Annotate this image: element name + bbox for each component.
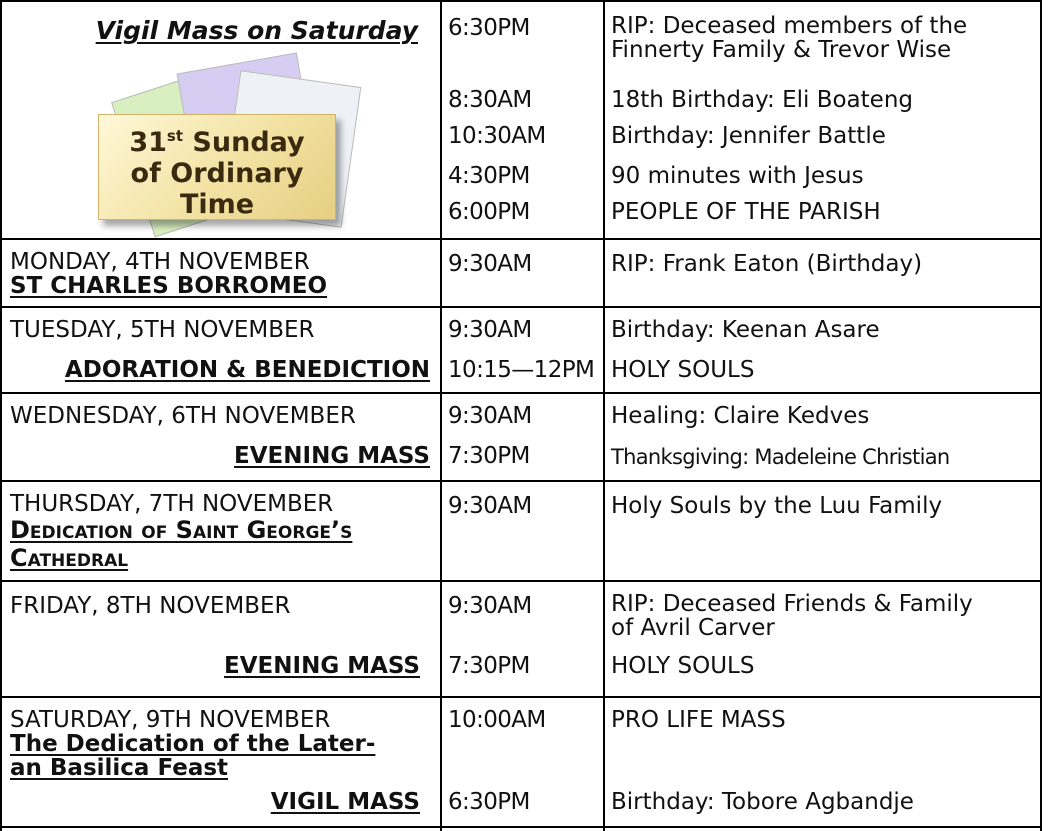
intention-cell: HOLY SOULS [611, 357, 755, 383]
row-divider [0, 306, 1042, 308]
sunday-title-card [98, 114, 336, 220]
time-cell: 9:30AM [448, 493, 532, 519]
time-cell: 9:30AM [448, 593, 532, 619]
time-cell: 6:30PM [448, 15, 530, 41]
vigil-mass-heading: Vigil Mass on Saturday [95, 16, 418, 45]
card-line1-rest: Sunday [183, 127, 305, 158]
feast-label: ST CHARLES BORROMEO [10, 273, 328, 299]
time-cell: 9:30AM [448, 403, 532, 429]
feast-label-line1: Dedication of Saint George’s [10, 516, 353, 544]
time-cell: 10:30AM [448, 123, 546, 149]
time-cell: 7:30PM [448, 653, 530, 679]
time-cell: 6:30PM [448, 789, 530, 815]
intention-cell: PEOPLE OF THE PARISH [611, 199, 881, 225]
feast-label: EVENING MASS [224, 653, 420, 679]
row-divider [0, 580, 1042, 582]
card-line2: of Ordinary [130, 158, 304, 189]
row-divider [0, 696, 1042, 698]
day-label: MONDAY, 4TH NOVEMBER [10, 249, 310, 275]
day-label: SATURDAY, 9TH NOVEMBER [10, 707, 331, 733]
day-label: TUESDAY, 5TH NOVEMBER [10, 317, 315, 343]
day-label: FRIDAY, 8TH NOVEMBER [10, 593, 291, 619]
time-cell: 7:30PM [448, 443, 530, 469]
card-line1-superscript: st [166, 127, 184, 145]
intention-cell: Healing: Claire Kedves [611, 403, 870, 429]
feast-label-line2: Cathedral [10, 544, 129, 572]
time-cell: 4:30PM [448, 163, 530, 189]
intention-cell: Birthday: Keenan Asare [611, 317, 880, 343]
card-line3: Time [179, 189, 255, 220]
intention-cell: Birthday: Jennifer Battle [611, 123, 886, 149]
day-label: WEDNESDAY, 6TH NOVEMBER [10, 403, 356, 429]
intention-cell: 90 minutes with Jesus [611, 163, 864, 189]
row-divider [0, 826, 1042, 828]
intention-cell: Holy Souls by the Luu Family [611, 493, 943, 519]
vigil-mass-label: VIGIL MASS [270, 789, 420, 815]
intention-cell: RIP: Deceased Friends & Family [611, 591, 973, 617]
row-divider [0, 480, 1042, 482]
intention-cell: 18th Birthday: Eli Boateng [611, 87, 913, 113]
intention-cell: Finnerty Family & Trevor Wise [611, 37, 952, 63]
table-border-left [0, 0, 2, 831]
row-divider [0, 0, 1042, 2]
column-divider-2 [603, 0, 605, 831]
feast-label-line2: an Basilica Feast [10, 755, 229, 781]
intention-cell: PRO LIFE MASS [611, 707, 786, 733]
row-divider [0, 392, 1042, 394]
time-cell: 6:00PM [448, 199, 530, 225]
row-divider [0, 238, 1042, 240]
column-divider-1 [440, 0, 442, 831]
intention-cell: HOLY SOULS [611, 653, 755, 679]
time-cell: 8:30AM [448, 87, 532, 113]
day-label: THURSDAY, 7TH NOVEMBER [10, 491, 334, 517]
feast-label-line1: The Dedication of the Later- [10, 731, 376, 757]
intention-cell: Thanksgiving: Madeleine Christian [611, 445, 950, 469]
time-cell: 9:30AM [448, 251, 532, 277]
time-cell: 10:00AM [448, 707, 546, 733]
intention-cell: of Avril Carver [611, 615, 775, 641]
table-border-right [1040, 0, 1042, 831]
feast-label: EVENING MASS [234, 443, 430, 469]
time-cell: 9:30AM [448, 317, 532, 343]
time-cell: 10:15—12PM [448, 357, 595, 383]
intention-cell: RIP: Frank Eaton (Birthday) [611, 251, 923, 277]
card-line1-number: 31 [129, 127, 167, 158]
feast-label: ADORATION & BENEDICTION [64, 357, 430, 383]
intention-cell: RIP: Deceased members of the [611, 13, 968, 39]
intention-cell: Birthday: Tobore Agbandje [611, 789, 914, 815]
